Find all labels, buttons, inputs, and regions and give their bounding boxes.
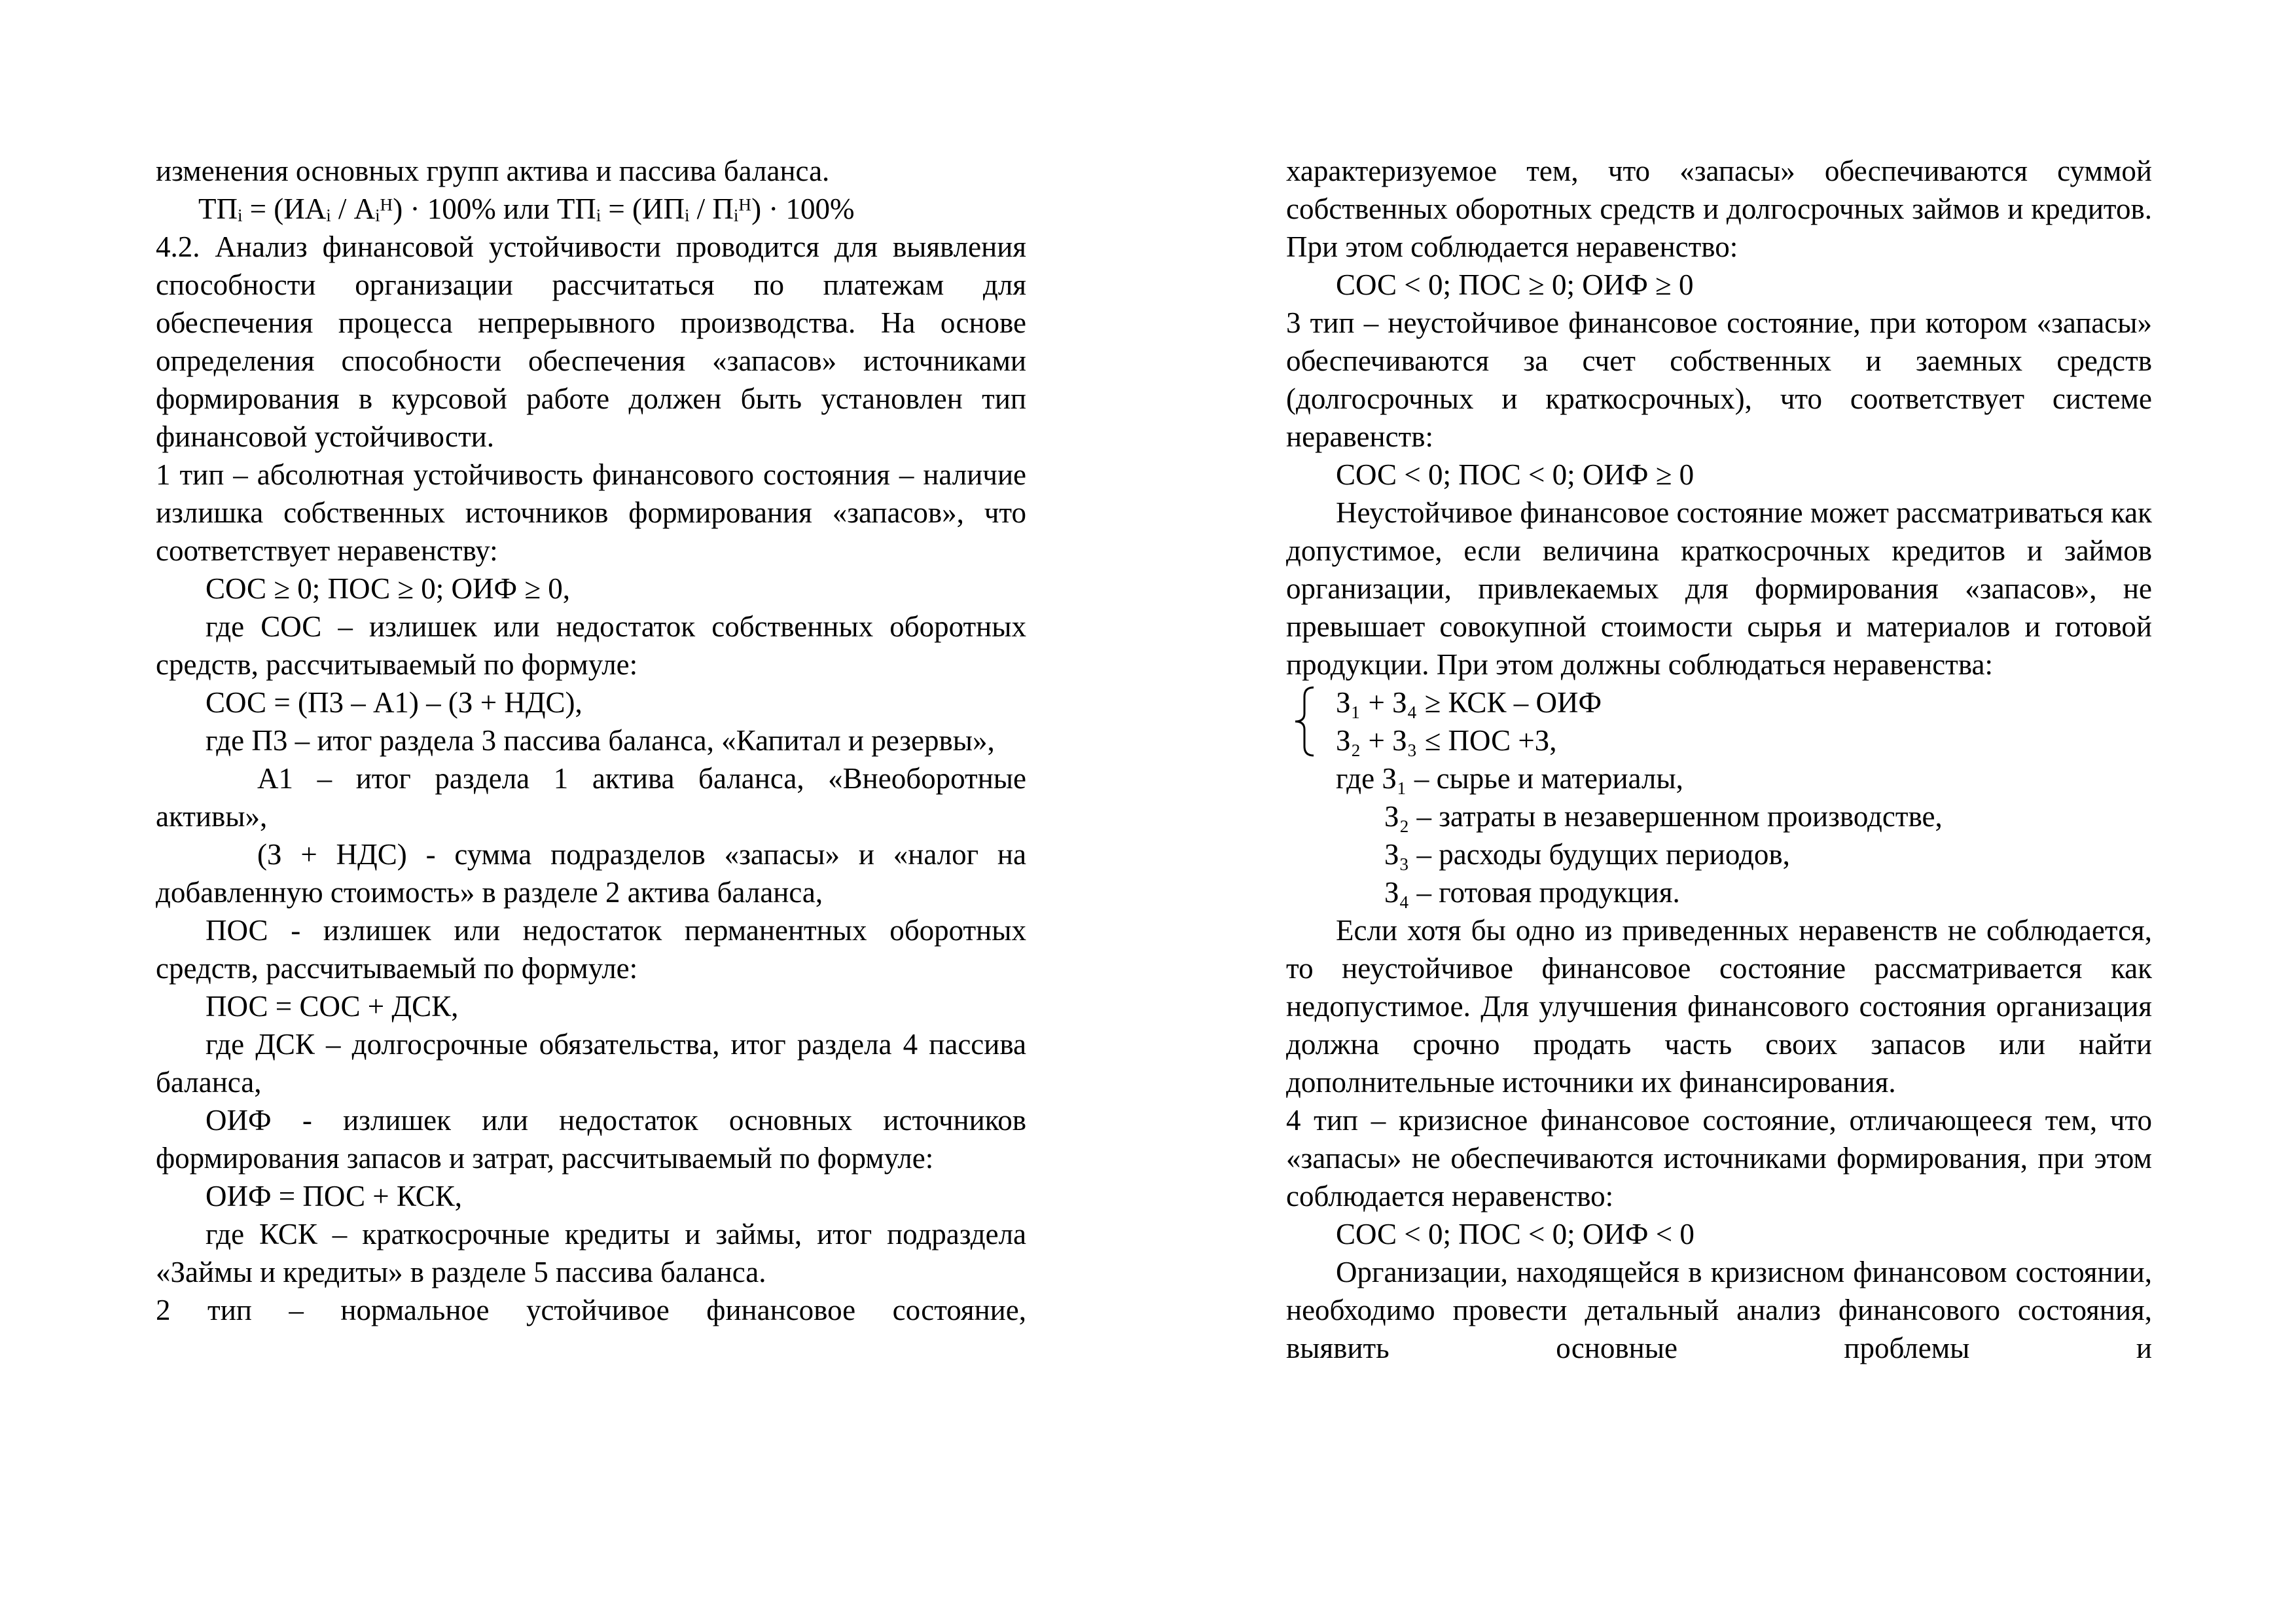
formula-tp: ТПᵢ = (ИАᵢ / Аᵢᴴ) · 100% или ТПᵢ = (ИПᵢ / Пᵢᴴ) · 100% [198,192,855,225]
paragraph-where-ksk: где КСК – краткосрочные кредиты и займы, итог подраздела «Займы и кредиты» в разделе 5 пассива баланса. [156,1218,1026,1288]
paragraph: изменения основных групп актива и пассива баланса. [156,155,830,187]
paragraph-pos: ПОС - излишек или недостаток перманентных оборотных средств, рассчитываемый по формуле: [156,914,1026,985]
z4-line: З₄ – готовая продукция. [1384,876,1680,909]
system-line-1: З₁ + З₄ ≥ КСК – ОИФ [1336,686,1602,719]
z2-line: З₂ – затраты в незавершенном производстве, [1384,800,1943,833]
inequality-4: СОС < 0; ПОС < 0; ОИФ < 0 [1336,1218,1695,1250]
inequality-system [1286,684,2152,759]
paragraph-type-1: 1 тип – абсолютная устойчивость финансового состояния – наличие излишка собственных источников формирования «запасов», что соответствует неравенству: [156,458,1026,567]
where-z1: где З₁ – сырье и материалы, [1336,762,1683,795]
formula-pos: ПОС = СОС + ДСК, [206,990,459,1023]
paragraph-crisis: Организации, находящейся в кризисном финансовом состоянии, необходимо провести детальный анализ финансового состояния, выявить основные проблемы и [1286,1256,2152,1364]
inequality-2: СОС < 0; ПОС ≥ 0; ОИФ ≥ 0 [1336,268,1694,301]
paragraph-type-2: 2 тип – нормальное устойчивое финансовое состояние, [156,1294,1026,1326]
formula-sos: СОС = (П3 – А1) – (З + НДС), [206,686,583,719]
paragraph-type-4: 4 тип – кризисное финансовое состояние, отличающееся тем, что «запасы» не обеспечиваются источниками формирования, при этом соблюдается неравенство: [1286,1104,2152,1213]
left-column [156,152,1026,1329]
paragraph-z-nds: (З + НДС) - сумма подразделов «запасы» и «налог на добавленную стоимость» в разделе 2 актива баланса, [156,838,1026,909]
right-column [1286,152,2152,1367]
inequality-3: СОС < 0; ПОС < 0; ОИФ ≥ 0 [1336,458,1695,491]
paragraph-where-p3: где П3 – итог раздела 3 пассива баланса, «Капитал и резервы», [206,724,995,757]
curly-brace-icon [1287,684,1327,759]
system-line-2: З₂ + З₃ ≤ ПОС +З, [1336,724,1557,757]
z3-line: З₃ – расходы будущих периодов, [1384,838,1790,871]
paragraph-type-2-cont: характеризуемое тем, что «запасы» обеспечиваются суммой собственных оборотных средств и долгосрочных займов и кредитов. При этом соблюдается неравенство: [1286,155,2152,263]
paragraph-oif: ОИФ - излишек или недостаток основных источников формирования запасов и затрат, рассчитываемый по формуле: [156,1104,1026,1175]
paragraph-where-dsk: где ДСК – долгосрочные обязательства, итог раздела 4 пассива баланса, [156,1028,1026,1099]
paragraph-4-2: 4.2. Анализ финансовой устойчивости проводится для выявления способности организации рассчитаться по платежам для обеспечения процесса непрерывного производства. На основе определения способности обеспечения «запасов» источниками формирования в курсовой работе должен быть установлен тип финансовой устойчивости. [156,230,1026,453]
formula-oif: ОИФ = ПОС + КСК, [206,1180,463,1213]
paragraph-type-3: 3 тип – неустойчивое финансовое состояние, при котором «запасы» обеспечиваются за счет собственных и заемных средств (долгосрочных и краткосрочных), что соответствует системе неравенств: [1286,306,2152,453]
paragraph-unstable: Неустойчивое финансовое состояние может рассматриваться как допустимое, если величина краткосрочных кредитов и займов организации, привлекаемых для формирования «запасов», не превышает совокупной стоимости сырья и материалов и готовой продукции. При этом должны соблюдаться неравенства: [1286,496,2152,681]
paragraph-where-sos: где СОС – излишек или недостаток собственных оборотных средств, рассчитываемый по формуле: [156,610,1026,681]
inequality-1: СОС ≥ 0; ПОС ≥ 0; ОИФ ≥ 0, [206,572,571,605]
paragraph-a1: А1 – итог раздела 1 актива баланса, «Внеоборотные активы», [156,762,1026,833]
paragraph-if-not: Если хотя бы одно из приведенных неравенств не соблюдается, то неустойчивое финансовое состояние рассматривается как недопустимое. Для улучшения финансового состояния организация должна срочно продать часть своих запасов или найти дополнительные источники их финансирования. [1286,914,2152,1099]
